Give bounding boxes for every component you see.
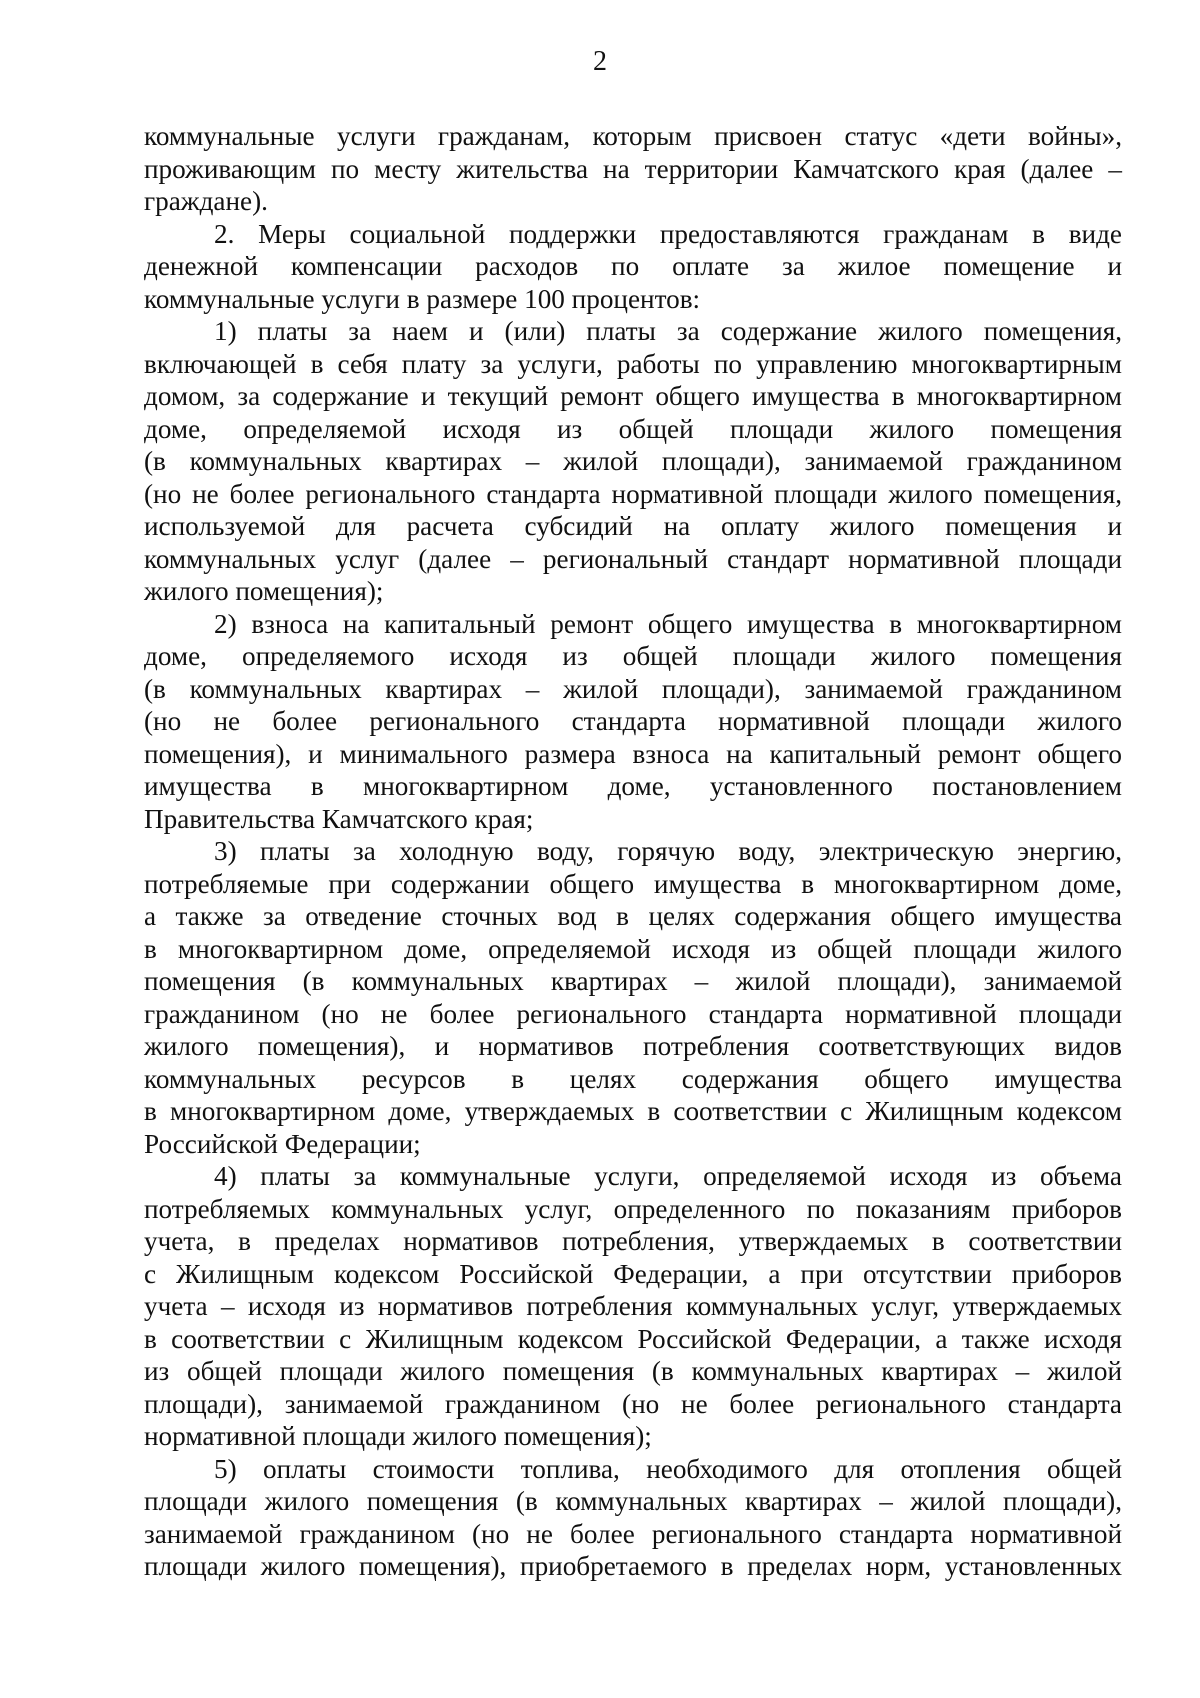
paragraph-5-line: а также за отведение сточных вод в целях содержания общего имущества — [144, 901, 1122, 931]
paragraph-5-line: 3) платы за холодную воду, горячую воду, электрическую энергию, — [214, 836, 1122, 866]
paragraph-3-line: включающей в себя плату за услуги, работы по управлению многоквартирным — [144, 348, 1122, 379]
paragraph-5-line: в многоквартирном доме, определяемой исходя из общей площади жилого — [144, 933, 1122, 964]
paragraph-2-line: денежной компенсации расходов по оплате за жилое помещение и — [144, 251, 1122, 281]
paragraph-6-line: учета, в пределах нормативов потребления, утверждаемых в соответствии — [144, 1226, 1122, 1256]
paragraph-2-line: 2. Меры социальной поддержки предоставляются гражданам в виде — [214, 218, 1122, 249]
page-number: 2 — [593, 46, 607, 77]
paragraph-5-line: в многоквартирном доме, утверждаемых в соответствии с Жилищным кодексом — [144, 1096, 1122, 1126]
paragraph-4-line: (но не более регионального стандарта нормативной площади жилого — [144, 706, 1122, 736]
paragraph-6-line: учета – исходя из нормативов потребления коммунальных услуг, утверждаемых — [144, 1291, 1122, 1321]
paragraph-6-line: из общей площади жилого помещения (в коммунальных квартирах – жилой — [144, 1356, 1122, 1386]
paragraph-3-line: 1) платы за наем и (или) платы за содержание жилого помещения, — [214, 316, 1122, 346]
paragraph-1-line: коммунальные услуги гражданам, которым присвоен статус «дети войны», — [144, 121, 1122, 151]
paragraph-1-line: проживающим по месту жительства на территории Камчатского края (далее – — [144, 153, 1122, 184]
paragraph-3-line: (в коммунальных квартирах – жилой площади), занимаемой гражданином — [144, 446, 1122, 476]
paragraph-6-line: нормативной площади жилого помещения); — [144, 1421, 652, 1451]
document-body — [144, 120, 1122, 1583]
paragraph-6-line: потребляемых коммунальных услуг, определенного по показаниям приборов — [144, 1193, 1122, 1224]
paragraph-4-line: (в коммунальных квартирах – жилой площади), занимаемой гражданином — [144, 673, 1122, 704]
paragraph-6-line: площади), занимаемой гражданином (но не более регионального стандарта — [144, 1388, 1122, 1419]
paragraph-5-line: потребляемые при содержании общего имущества в многоквартирном доме, — [144, 868, 1122, 899]
paragraph-5-line: гражданином (но не более регионального стандарта нормативной площади — [144, 998, 1122, 1029]
paragraph-4-line: помещения), и минимального размера взноса на капитальный ремонт общего — [144, 738, 1122, 769]
paragraph-4-line: имущества в многоквартирном доме, установленного постановлением — [144, 771, 1122, 801]
paragraph-6-line: в соответствии с Жилищным кодексом Российской Федерации, а также исходя — [144, 1323, 1122, 1354]
paragraph-2-line: коммунальные услуги в размере 100 процентов: — [144, 283, 701, 314]
paragraph-7-line: площади жилого помещения (в коммунальных квартирах – жилой площади), — [144, 1486, 1122, 1516]
paragraph-7-line: площади жилого помещения), приобретаемого в пределах норм, установленных — [144, 1551, 1122, 1581]
paragraph-5-line: коммунальных ресурсов в целях содержания общего имущества — [144, 1063, 1122, 1094]
paragraph-3-line: домом, за содержание и текущий ремонт общего имущества в многоквартирном — [144, 381, 1122, 411]
paragraph-7-line: занимаемой гражданином (но не более регионального стандарта нормативной — [144, 1518, 1122, 1549]
paragraph-3-line: жилого помещения); — [144, 576, 384, 606]
paragraph-6-line: 4) платы за коммунальные услуги, определяемой исходя из объема — [214, 1161, 1122, 1191]
paragraph-3-line: (но не более регионального стандарта нормативной площади жилого помещения, — [144, 478, 1122, 509]
paragraph-3-line: коммунальных услуг (далее – региональный стандарт нормативной площади — [144, 543, 1122, 574]
paragraph-7-line: 5) оплаты стоимости топлива, необходимого для отопления общей — [214, 1453, 1122, 1484]
paragraph-1-line: граждане). — [144, 186, 268, 216]
paragraph-5-line: Российской Федерации; — [144, 1128, 421, 1159]
paragraph-3-line: доме, определяемой исходя из общей площади жилого помещения — [144, 413, 1122, 444]
paragraph-4-line: 2) взноса на капитальный ремонт общего имущества в многоквартирном — [214, 608, 1122, 639]
paragraph-5-line: жилого помещения), и нормативов потребления соответствующих видов — [144, 1031, 1122, 1061]
paragraph-3-line: используемой для расчета субсидий на оплату жилого помещения и — [144, 511, 1122, 541]
paragraph-6-line: с Жилищным кодексом Российской Федерации, а при отсутствии приборов — [144, 1258, 1122, 1289]
paragraph-4-line: доме, определяемого исходя из общей площади жилого помещения — [144, 641, 1122, 671]
paragraph-4-line: Правительства Камчатского края; — [144, 803, 534, 834]
paragraph-5-line: помещения (в коммунальных квартирах – жилой площади), занимаемой — [144, 966, 1122, 996]
